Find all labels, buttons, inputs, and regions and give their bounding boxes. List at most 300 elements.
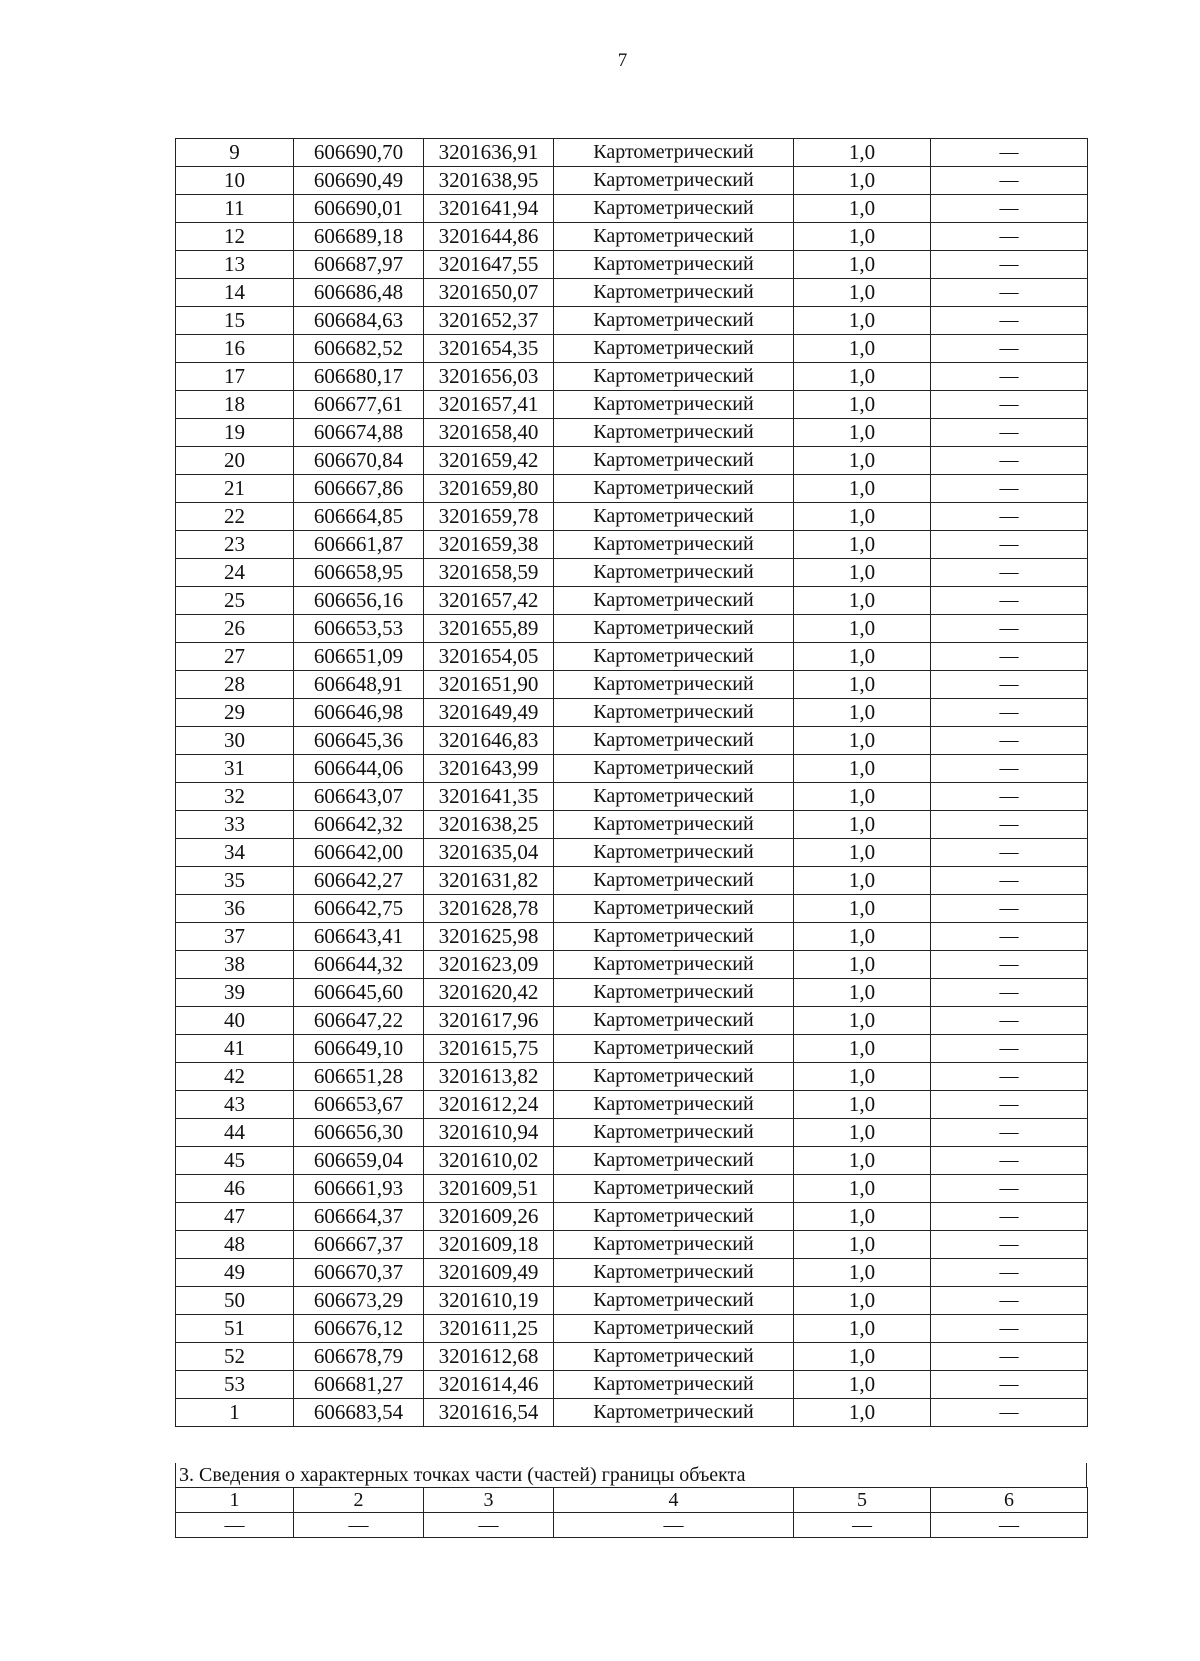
description-cell: — xyxy=(931,895,1088,923)
accuracy-cell: 1,0 xyxy=(794,419,931,447)
accuracy-cell: 1,0 xyxy=(794,783,931,811)
description-cell: — xyxy=(931,755,1088,783)
table-row xyxy=(176,167,1088,195)
table-row xyxy=(176,811,1088,839)
table-row xyxy=(176,979,1088,1007)
description-cell: — xyxy=(931,1231,1088,1259)
description-cell: — xyxy=(931,139,1088,167)
section-3-title: 3. Сведения о характерных точках части (частей) границы объекта xyxy=(175,1463,1087,1487)
x-coordinate-cell: 606670,37 xyxy=(294,1259,424,1287)
table-row xyxy=(176,475,1088,503)
method-cell: Картометрический xyxy=(554,503,794,531)
description-cell: — xyxy=(931,1399,1088,1427)
header-row xyxy=(176,1488,1088,1513)
description-cell: — xyxy=(931,447,1088,475)
method-cell: Картометрический xyxy=(554,139,794,167)
table-row xyxy=(176,195,1088,223)
method-cell: Картометрический xyxy=(554,1091,794,1119)
accuracy-cell: 1,0 xyxy=(794,755,931,783)
method-cell: Картометрический xyxy=(554,1147,794,1175)
accuracy-cell: 1,0 xyxy=(794,671,931,699)
accuracy-cell: 1,0 xyxy=(794,951,931,979)
x-coordinate-cell: 606651,28 xyxy=(294,1063,424,1091)
method-cell: Картометрический xyxy=(554,195,794,223)
table-row xyxy=(176,251,1088,279)
y-coordinate-cell: 3201656,03 xyxy=(424,363,554,391)
description-cell: — xyxy=(931,1315,1088,1343)
method-cell: Картометрический xyxy=(554,1343,794,1371)
x-coordinate-cell: 606687,97 xyxy=(294,251,424,279)
x-coordinate-cell: 606664,37 xyxy=(294,1203,424,1231)
accuracy-cell: 1,0 xyxy=(794,867,931,895)
accuracy-cell: 1,0 xyxy=(794,839,931,867)
table-row xyxy=(176,1315,1088,1343)
y-coordinate-cell: 3201654,05 xyxy=(424,643,554,671)
description-cell: — xyxy=(931,811,1088,839)
accuracy-cell: 1,0 xyxy=(794,1287,931,1315)
point-number-cell: 43 xyxy=(176,1091,294,1119)
table-row xyxy=(176,1203,1088,1231)
table-row xyxy=(176,895,1088,923)
accuracy-cell: 1,0 xyxy=(794,1119,931,1147)
accuracy-cell: 1,0 xyxy=(794,447,931,475)
empty-value-cell: — xyxy=(794,1513,931,1538)
point-number-cell: 13 xyxy=(176,251,294,279)
y-coordinate-cell: 3201641,35 xyxy=(424,783,554,811)
y-coordinate-cell: 3201631,82 xyxy=(424,867,554,895)
y-coordinate-cell: 3201646,83 xyxy=(424,727,554,755)
y-coordinate-cell: 3201609,26 xyxy=(424,1203,554,1231)
method-cell: Картометрический xyxy=(554,475,794,503)
method-cell: Картометрический xyxy=(554,727,794,755)
accuracy-cell: 1,0 xyxy=(794,307,931,335)
accuracy-cell: 1,0 xyxy=(794,391,931,419)
y-coordinate-cell: 3201651,90 xyxy=(424,671,554,699)
table-row xyxy=(176,1035,1088,1063)
accuracy-cell: 1,0 xyxy=(794,1371,931,1399)
point-number-cell: 32 xyxy=(176,783,294,811)
page-number: 7 xyxy=(617,50,628,71)
part-boundary-points-table xyxy=(175,1487,1088,1538)
x-coordinate-cell: 606642,27 xyxy=(294,867,424,895)
method-cell: Картометрический xyxy=(554,671,794,699)
x-coordinate-cell: 606642,75 xyxy=(294,895,424,923)
method-cell: Картометрический xyxy=(554,167,794,195)
y-coordinate-cell: 3201657,42 xyxy=(424,587,554,615)
x-coordinate-cell: 606661,93 xyxy=(294,1175,424,1203)
accuracy-cell: 1,0 xyxy=(794,587,931,615)
method-cell: Картометрический xyxy=(554,1315,794,1343)
description-cell: — xyxy=(931,1287,1088,1315)
method-cell: Картометрический xyxy=(554,811,794,839)
y-coordinate-cell: 3201649,49 xyxy=(424,699,554,727)
y-coordinate-cell: 3201617,96 xyxy=(424,1007,554,1035)
point-number-cell: 25 xyxy=(176,587,294,615)
accuracy-cell: 1,0 xyxy=(794,223,931,251)
y-coordinate-cell: 3201635,04 xyxy=(424,839,554,867)
table-row xyxy=(176,1371,1088,1399)
y-coordinate-cell: 3201655,89 xyxy=(424,615,554,643)
y-coordinate-cell: 3201628,78 xyxy=(424,895,554,923)
point-number-cell: 14 xyxy=(176,279,294,307)
method-cell: Картометрический xyxy=(554,363,794,391)
column-number-header: 1 xyxy=(176,1488,294,1513)
x-coordinate-cell: 606643,07 xyxy=(294,783,424,811)
description-cell: — xyxy=(931,1119,1088,1147)
description-cell: — xyxy=(931,503,1088,531)
accuracy-cell: 1,0 xyxy=(794,559,931,587)
description-cell: — xyxy=(931,643,1088,671)
x-coordinate-cell: 606667,86 xyxy=(294,475,424,503)
description-cell: — xyxy=(931,671,1088,699)
table-row xyxy=(176,643,1088,671)
description-cell: — xyxy=(931,783,1088,811)
x-coordinate-cell: 606642,00 xyxy=(294,839,424,867)
description-cell: — xyxy=(931,195,1088,223)
x-coordinate-cell: 606653,67 xyxy=(294,1091,424,1119)
point-number-cell: 34 xyxy=(176,839,294,867)
accuracy-cell: 1,0 xyxy=(794,139,931,167)
table-row xyxy=(176,1399,1088,1427)
accuracy-cell: 1,0 xyxy=(794,1175,931,1203)
x-coordinate-cell: 606681,27 xyxy=(294,1371,424,1399)
point-number-cell: 30 xyxy=(176,727,294,755)
y-coordinate-cell: 3201615,75 xyxy=(424,1035,554,1063)
description-cell: — xyxy=(931,867,1088,895)
accuracy-cell: 1,0 xyxy=(794,531,931,559)
x-coordinate-cell: 606686,48 xyxy=(294,279,424,307)
point-number-cell: 22 xyxy=(176,503,294,531)
table-row xyxy=(176,923,1088,951)
point-number-cell: 53 xyxy=(176,1371,294,1399)
accuracy-cell: 1,0 xyxy=(794,195,931,223)
point-number-cell: 12 xyxy=(176,223,294,251)
method-cell: Картометрический xyxy=(554,1035,794,1063)
description-cell: — xyxy=(931,1147,1088,1175)
description-cell: — xyxy=(931,223,1088,251)
table-row xyxy=(176,783,1088,811)
description-cell: — xyxy=(931,727,1088,755)
method-cell: Картометрический xyxy=(554,1175,794,1203)
accuracy-cell: 1,0 xyxy=(794,1203,931,1231)
y-coordinate-cell: 3201650,07 xyxy=(424,279,554,307)
accuracy-cell: 1,0 xyxy=(794,727,931,755)
accuracy-cell: 1,0 xyxy=(794,1399,931,1427)
x-coordinate-cell: 606646,98 xyxy=(294,699,424,727)
y-coordinate-cell: 3201636,91 xyxy=(424,139,554,167)
y-coordinate-cell: 3201613,82 xyxy=(424,1063,554,1091)
point-number-cell: 11 xyxy=(176,195,294,223)
accuracy-cell: 1,0 xyxy=(794,1343,931,1371)
point-number-cell: 26 xyxy=(176,615,294,643)
x-coordinate-cell: 606656,16 xyxy=(294,587,424,615)
accuracy-cell: 1,0 xyxy=(794,1315,931,1343)
point-number-cell: 46 xyxy=(176,1175,294,1203)
point-number-cell: 15 xyxy=(176,307,294,335)
description-cell: — xyxy=(931,279,1088,307)
table-row xyxy=(176,363,1088,391)
table-row xyxy=(176,447,1088,475)
y-coordinate-cell: 3201647,55 xyxy=(424,251,554,279)
method-cell: Картометрический xyxy=(554,531,794,559)
description-cell: — xyxy=(931,1371,1088,1399)
accuracy-cell: 1,0 xyxy=(794,279,931,307)
table-row xyxy=(176,1175,1088,1203)
method-cell: Картометрический xyxy=(554,419,794,447)
x-coordinate-cell: 606653,53 xyxy=(294,615,424,643)
description-cell: — xyxy=(931,559,1088,587)
method-cell: Картометрический xyxy=(554,1231,794,1259)
table-row xyxy=(176,1119,1088,1147)
table-row xyxy=(176,1343,1088,1371)
description-cell: — xyxy=(931,1063,1088,1091)
x-coordinate-cell: 606659,04 xyxy=(294,1147,424,1175)
y-coordinate-cell: 3201612,24 xyxy=(424,1091,554,1119)
x-coordinate-cell: 606690,70 xyxy=(294,139,424,167)
x-coordinate-cell: 606682,52 xyxy=(294,335,424,363)
y-coordinate-cell: 3201612,68 xyxy=(424,1343,554,1371)
x-coordinate-cell: 606690,01 xyxy=(294,195,424,223)
accuracy-cell: 1,0 xyxy=(794,363,931,391)
table-row xyxy=(176,1063,1088,1091)
point-number-cell: 18 xyxy=(176,391,294,419)
column-number-header: 2 xyxy=(294,1488,424,1513)
accuracy-cell: 1,0 xyxy=(794,615,931,643)
point-number-cell: 44 xyxy=(176,1119,294,1147)
x-coordinate-cell: 606643,41 xyxy=(294,923,424,951)
x-coordinate-cell: 606649,10 xyxy=(294,1035,424,1063)
y-coordinate-cell: 3201610,19 xyxy=(424,1287,554,1315)
table-row xyxy=(176,1287,1088,1315)
part-boundary-points-table-body xyxy=(176,1488,1088,1538)
point-number-cell: 47 xyxy=(176,1203,294,1231)
column-number-header: 4 xyxy=(554,1488,794,1513)
x-coordinate-cell: 606664,85 xyxy=(294,503,424,531)
accuracy-cell: 1,0 xyxy=(794,1231,931,1259)
y-coordinate-cell: 3201609,18 xyxy=(424,1231,554,1259)
x-coordinate-cell: 606683,54 xyxy=(294,1399,424,1427)
table-row xyxy=(176,307,1088,335)
method-cell: Картометрический xyxy=(554,699,794,727)
table-row xyxy=(176,1091,1088,1119)
x-coordinate-cell: 606644,32 xyxy=(294,951,424,979)
method-cell: Картометрический xyxy=(554,783,794,811)
point-number-cell: 16 xyxy=(176,335,294,363)
method-cell: Картометрический xyxy=(554,979,794,1007)
method-cell: Картометрический xyxy=(554,615,794,643)
method-cell: Картометрический xyxy=(554,307,794,335)
point-number-cell: 1 xyxy=(176,1399,294,1427)
method-cell: Картометрический xyxy=(554,279,794,307)
point-number-cell: 38 xyxy=(176,951,294,979)
x-coordinate-cell: 606680,17 xyxy=(294,363,424,391)
table-row xyxy=(176,223,1088,251)
x-coordinate-cell: 606690,49 xyxy=(294,167,424,195)
method-cell: Картометрический xyxy=(554,1007,794,1035)
description-cell: — xyxy=(931,1203,1088,1231)
method-cell: Картометрический xyxy=(554,1259,794,1287)
description-cell: — xyxy=(931,699,1088,727)
x-coordinate-cell: 606676,12 xyxy=(294,1315,424,1343)
y-coordinate-cell: 3201610,94 xyxy=(424,1119,554,1147)
description-cell: — xyxy=(931,391,1088,419)
description-cell: — xyxy=(931,615,1088,643)
table-row xyxy=(176,615,1088,643)
y-coordinate-cell: 3201638,95 xyxy=(424,167,554,195)
point-number-cell: 50 xyxy=(176,1287,294,1315)
x-coordinate-cell: 606656,30 xyxy=(294,1119,424,1147)
method-cell: Картометрический xyxy=(554,1119,794,1147)
y-coordinate-cell: 3201658,59 xyxy=(424,559,554,587)
table-row xyxy=(176,699,1088,727)
y-coordinate-cell: 3201610,02 xyxy=(424,1147,554,1175)
x-coordinate-cell: 606658,95 xyxy=(294,559,424,587)
accuracy-cell: 1,0 xyxy=(794,923,931,951)
description-cell: — xyxy=(931,419,1088,447)
description-cell: — xyxy=(931,531,1088,559)
y-coordinate-cell: 3201620,42 xyxy=(424,979,554,1007)
method-cell: Картометрический xyxy=(554,447,794,475)
method-cell: Картометрический xyxy=(554,587,794,615)
table-row xyxy=(176,587,1088,615)
description-cell: — xyxy=(931,951,1088,979)
accuracy-cell: 1,0 xyxy=(794,335,931,363)
y-coordinate-cell: 3201641,94 xyxy=(424,195,554,223)
table-row xyxy=(176,419,1088,447)
table-row xyxy=(176,531,1088,559)
x-coordinate-cell: 606667,37 xyxy=(294,1231,424,1259)
description-cell: — xyxy=(931,1259,1088,1287)
accuracy-cell: 1,0 xyxy=(794,811,931,839)
y-coordinate-cell: 3201658,40 xyxy=(424,419,554,447)
table-row xyxy=(176,559,1088,587)
accuracy-cell: 1,0 xyxy=(794,475,931,503)
table-row xyxy=(176,279,1088,307)
y-coordinate-cell: 3201654,35 xyxy=(424,335,554,363)
point-number-cell: 29 xyxy=(176,699,294,727)
description-cell: — xyxy=(931,923,1088,951)
column-number-header: 6 xyxy=(931,1488,1088,1513)
method-cell: Картометрический xyxy=(554,1203,794,1231)
point-number-cell: 42 xyxy=(176,1063,294,1091)
table-row xyxy=(176,139,1088,167)
y-coordinate-cell: 3201659,80 xyxy=(424,475,554,503)
point-number-cell: 31 xyxy=(176,755,294,783)
accuracy-cell: 1,0 xyxy=(794,643,931,671)
table-row xyxy=(176,867,1088,895)
x-coordinate-cell: 606645,36 xyxy=(294,727,424,755)
point-number-cell: 17 xyxy=(176,363,294,391)
empty-value-cell: — xyxy=(554,1513,794,1538)
empty-value-cell: — xyxy=(176,1513,294,1538)
point-number-cell: 24 xyxy=(176,559,294,587)
table-row xyxy=(176,671,1088,699)
point-number-cell: 45 xyxy=(176,1147,294,1175)
method-cell: Картометрический xyxy=(554,923,794,951)
x-coordinate-cell: 606651,09 xyxy=(294,643,424,671)
method-cell: Картометрический xyxy=(554,1371,794,1399)
x-coordinate-cell: 606648,91 xyxy=(294,671,424,699)
table-row xyxy=(176,1147,1088,1175)
method-cell: Картометрический xyxy=(554,335,794,363)
point-number-cell: 48 xyxy=(176,1231,294,1259)
table-row xyxy=(176,1259,1088,1287)
table-row xyxy=(176,1513,1088,1538)
x-coordinate-cell: 606677,61 xyxy=(294,391,424,419)
description-cell: — xyxy=(931,1035,1088,1063)
accuracy-cell: 1,0 xyxy=(794,1259,931,1287)
y-coordinate-cell: 3201623,09 xyxy=(424,951,554,979)
column-number-header: 5 xyxy=(794,1488,931,1513)
x-coordinate-cell: 606684,63 xyxy=(294,307,424,335)
method-cell: Картометрический xyxy=(554,951,794,979)
x-coordinate-cell: 606678,79 xyxy=(294,1343,424,1371)
description-cell: — xyxy=(931,363,1088,391)
description-cell: — xyxy=(931,839,1088,867)
table-row xyxy=(176,727,1088,755)
point-number-cell: 19 xyxy=(176,419,294,447)
point-number-cell: 10 xyxy=(176,167,294,195)
y-coordinate-cell: 3201625,98 xyxy=(424,923,554,951)
coordinates-table xyxy=(175,138,1088,1427)
y-coordinate-cell: 3201659,42 xyxy=(424,447,554,475)
point-number-cell: 39 xyxy=(176,979,294,1007)
x-coordinate-cell: 606661,87 xyxy=(294,531,424,559)
method-cell: Картометрический xyxy=(554,895,794,923)
table-row xyxy=(176,391,1088,419)
accuracy-cell: 1,0 xyxy=(794,895,931,923)
table-row xyxy=(176,951,1088,979)
point-number-cell: 20 xyxy=(176,447,294,475)
method-cell: Картометрический xyxy=(554,1287,794,1315)
point-number-cell: 37 xyxy=(176,923,294,951)
point-number-cell: 23 xyxy=(176,531,294,559)
description-cell: — xyxy=(931,307,1088,335)
method-cell: Картометрический xyxy=(554,223,794,251)
x-coordinate-cell: 606644,06 xyxy=(294,755,424,783)
x-coordinate-cell: 606645,60 xyxy=(294,979,424,1007)
method-cell: Картометрический xyxy=(554,559,794,587)
empty-value-cell: — xyxy=(424,1513,554,1538)
coordinates-table-body xyxy=(176,139,1088,1427)
description-cell: — xyxy=(931,475,1088,503)
point-number-cell: 27 xyxy=(176,643,294,671)
y-coordinate-cell: 3201643,99 xyxy=(424,755,554,783)
accuracy-cell: 1,0 xyxy=(794,251,931,279)
method-cell: Картометрический xyxy=(554,755,794,783)
accuracy-cell: 1,0 xyxy=(794,503,931,531)
description-cell: — xyxy=(931,979,1088,1007)
y-coordinate-cell: 3201638,25 xyxy=(424,811,554,839)
description-cell: — xyxy=(931,1007,1088,1035)
accuracy-cell: 1,0 xyxy=(794,1007,931,1035)
method-cell: Картометрический xyxy=(554,643,794,671)
x-coordinate-cell: 606674,88 xyxy=(294,419,424,447)
accuracy-cell: 1,0 xyxy=(794,1063,931,1091)
point-number-cell: 51 xyxy=(176,1315,294,1343)
description-cell: — xyxy=(931,587,1088,615)
table-row xyxy=(176,755,1088,783)
accuracy-cell: 1,0 xyxy=(794,979,931,1007)
point-number-cell: 21 xyxy=(176,475,294,503)
description-cell: — xyxy=(931,1091,1088,1119)
empty-value-cell: — xyxy=(294,1513,424,1538)
y-coordinate-cell: 3201657,41 xyxy=(424,391,554,419)
point-number-cell: 28 xyxy=(176,671,294,699)
y-coordinate-cell: 3201614,46 xyxy=(424,1371,554,1399)
x-coordinate-cell: 606670,84 xyxy=(294,447,424,475)
table-row xyxy=(176,503,1088,531)
